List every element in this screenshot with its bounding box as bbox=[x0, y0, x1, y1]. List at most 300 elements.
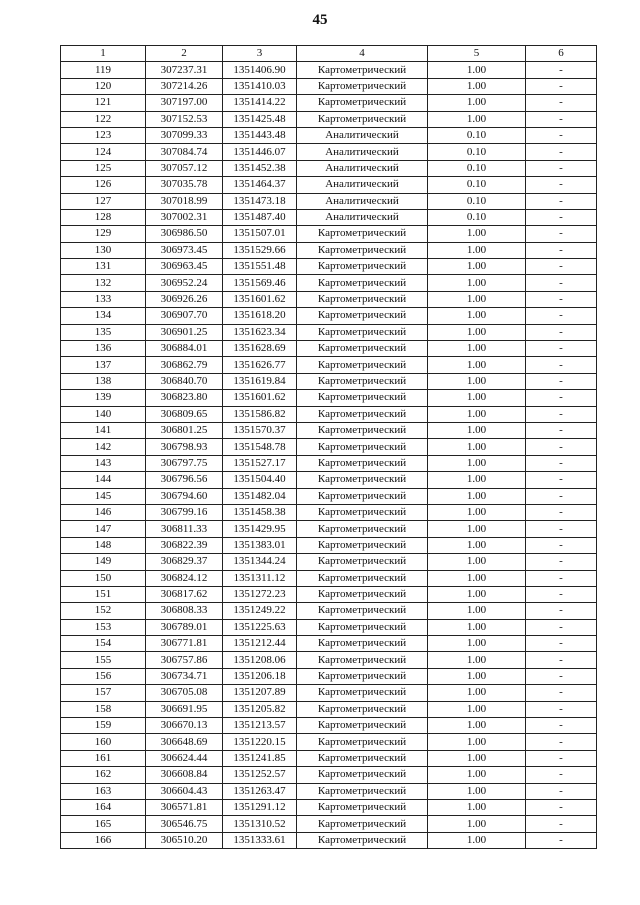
x-coordinate-cell: 307018.99 bbox=[146, 193, 223, 209]
point-number-cell: 132 bbox=[61, 275, 146, 291]
point-number-cell: 133 bbox=[61, 291, 146, 307]
accuracy-cell: 1.00 bbox=[428, 586, 526, 602]
point-number-cell: 142 bbox=[61, 439, 146, 455]
y-coordinate-cell: 1351473.18 bbox=[223, 193, 297, 209]
note-cell: - bbox=[526, 701, 597, 717]
method-cell: Аналитический bbox=[297, 177, 428, 193]
note-cell: - bbox=[526, 111, 597, 127]
method-cell: Картометрический bbox=[297, 816, 428, 832]
table-row bbox=[61, 177, 597, 193]
note-cell: - bbox=[526, 537, 597, 553]
note-cell: - bbox=[526, 767, 597, 783]
table-row bbox=[61, 570, 597, 586]
table-row bbox=[61, 144, 597, 160]
method-cell: Картометрический bbox=[297, 636, 428, 652]
method-cell: Картометрический bbox=[297, 619, 428, 635]
method-cell: Картометрический bbox=[297, 504, 428, 520]
accuracy-cell: 1.00 bbox=[428, 799, 526, 815]
point-number-cell: 148 bbox=[61, 537, 146, 553]
accuracy-cell: 1.00 bbox=[428, 767, 526, 783]
accuracy-cell: 1.00 bbox=[428, 341, 526, 357]
x-coordinate-cell: 306907.70 bbox=[146, 308, 223, 324]
method-cell: Картометрический bbox=[297, 701, 428, 717]
note-cell: - bbox=[526, 783, 597, 799]
method-cell: Картометрический bbox=[297, 718, 428, 734]
table-row bbox=[61, 62, 597, 78]
accuracy-cell: 1.00 bbox=[428, 308, 526, 324]
method-cell: Картометрический bbox=[297, 62, 428, 78]
accuracy-cell: 1.00 bbox=[428, 455, 526, 471]
x-coordinate-cell: 307237.31 bbox=[146, 62, 223, 78]
accuracy-cell: 1.00 bbox=[428, 488, 526, 504]
method-cell: Картометрический bbox=[297, 111, 428, 127]
method-cell: Картометрический bbox=[297, 488, 428, 504]
table-row bbox=[61, 308, 597, 324]
x-coordinate-cell: 306604.43 bbox=[146, 783, 223, 799]
note-cell: - bbox=[526, 832, 597, 848]
table-row bbox=[61, 472, 597, 488]
accuracy-cell: 1.00 bbox=[428, 62, 526, 78]
accuracy-cell: 1.00 bbox=[428, 422, 526, 438]
y-coordinate-cell: 1351529.66 bbox=[223, 242, 297, 258]
point-number-cell: 126 bbox=[61, 177, 146, 193]
x-coordinate-cell: 306624.44 bbox=[146, 750, 223, 766]
note-cell: - bbox=[526, 324, 597, 340]
note-cell: - bbox=[526, 341, 597, 357]
table-row bbox=[61, 816, 597, 832]
table-row bbox=[61, 111, 597, 127]
point-number-cell: 136 bbox=[61, 341, 146, 357]
method-cell: Картометрический bbox=[297, 750, 428, 766]
point-number-cell: 121 bbox=[61, 95, 146, 111]
y-coordinate-cell: 1351569.46 bbox=[223, 275, 297, 291]
table-row bbox=[61, 324, 597, 340]
point-number-cell: 127 bbox=[61, 193, 146, 209]
column-header: 1 bbox=[61, 46, 146, 62]
note-cell: - bbox=[526, 816, 597, 832]
y-coordinate-cell: 1351205.82 bbox=[223, 701, 297, 717]
method-cell: Картометрический bbox=[297, 422, 428, 438]
table-row bbox=[61, 636, 597, 652]
method-cell: Аналитический bbox=[297, 144, 428, 160]
x-coordinate-cell: 306734.71 bbox=[146, 668, 223, 684]
y-coordinate-cell: 1351252.57 bbox=[223, 767, 297, 783]
y-coordinate-cell: 1351601.62 bbox=[223, 291, 297, 307]
y-coordinate-cell: 1351220.15 bbox=[223, 734, 297, 750]
y-coordinate-cell: 1351291.12 bbox=[223, 799, 297, 815]
method-cell: Аналитический bbox=[297, 160, 428, 176]
accuracy-cell: 1.00 bbox=[428, 521, 526, 537]
point-number-cell: 149 bbox=[61, 554, 146, 570]
method-cell: Картометрический bbox=[297, 324, 428, 340]
y-coordinate-cell: 1351507.01 bbox=[223, 226, 297, 242]
note-cell: - bbox=[526, 750, 597, 766]
accuracy-cell: 1.00 bbox=[428, 619, 526, 635]
note-cell: - bbox=[526, 668, 597, 684]
note-cell: - bbox=[526, 193, 597, 209]
table-row bbox=[61, 357, 597, 373]
point-number-cell: 140 bbox=[61, 406, 146, 422]
method-cell: Картометрический bbox=[297, 570, 428, 586]
note-cell: - bbox=[526, 177, 597, 193]
method-cell: Картометрический bbox=[297, 390, 428, 406]
accuracy-cell: 1.00 bbox=[428, 259, 526, 275]
note-cell: - bbox=[526, 144, 597, 160]
method-cell: Картометрический bbox=[297, 291, 428, 307]
method-cell: Картометрический bbox=[297, 668, 428, 684]
point-number-cell: 145 bbox=[61, 488, 146, 504]
table-row bbox=[61, 701, 597, 717]
x-coordinate-cell: 307002.31 bbox=[146, 209, 223, 225]
accuracy-cell: 1.00 bbox=[428, 406, 526, 422]
accuracy-cell: 1.00 bbox=[428, 537, 526, 553]
accuracy-cell: 1.00 bbox=[428, 275, 526, 291]
table-row bbox=[61, 226, 597, 242]
note-cell: - bbox=[526, 718, 597, 734]
table-row bbox=[61, 718, 597, 734]
y-coordinate-cell: 1351241.85 bbox=[223, 750, 297, 766]
point-number-cell: 144 bbox=[61, 472, 146, 488]
method-cell: Картометрический bbox=[297, 783, 428, 799]
y-coordinate-cell: 1351464.37 bbox=[223, 177, 297, 193]
x-coordinate-cell: 306823.80 bbox=[146, 390, 223, 406]
table-row bbox=[61, 209, 597, 225]
column-header: 3 bbox=[223, 46, 297, 62]
note-cell: - bbox=[526, 357, 597, 373]
accuracy-cell: 1.00 bbox=[428, 668, 526, 684]
table-row bbox=[61, 767, 597, 783]
x-coordinate-cell: 306571.81 bbox=[146, 799, 223, 815]
note-cell: - bbox=[526, 554, 597, 570]
table-row bbox=[61, 783, 597, 799]
table-row bbox=[61, 341, 597, 357]
accuracy-cell: 1.00 bbox=[428, 357, 526, 373]
x-coordinate-cell: 307057.12 bbox=[146, 160, 223, 176]
method-cell: Картометрический bbox=[297, 521, 428, 537]
x-coordinate-cell: 306884.01 bbox=[146, 341, 223, 357]
x-coordinate-cell: 306809.65 bbox=[146, 406, 223, 422]
x-coordinate-cell: 306986.50 bbox=[146, 226, 223, 242]
method-cell: Картометрический bbox=[297, 373, 428, 389]
method-cell: Картометрический bbox=[297, 832, 428, 848]
accuracy-cell: 1.00 bbox=[428, 570, 526, 586]
y-coordinate-cell: 1351570.37 bbox=[223, 422, 297, 438]
x-coordinate-cell: 306691.95 bbox=[146, 701, 223, 717]
table-row bbox=[61, 406, 597, 422]
method-cell: Картометрический bbox=[297, 603, 428, 619]
note-cell: - bbox=[526, 504, 597, 520]
y-coordinate-cell: 1351452.38 bbox=[223, 160, 297, 176]
table-row bbox=[61, 455, 597, 471]
x-coordinate-cell: 306862.79 bbox=[146, 357, 223, 373]
point-number-cell: 138 bbox=[61, 373, 146, 389]
method-cell: Картометрический bbox=[297, 537, 428, 553]
point-number-cell: 125 bbox=[61, 160, 146, 176]
table-row bbox=[61, 160, 597, 176]
x-coordinate-cell: 306510.20 bbox=[146, 832, 223, 848]
accuracy-cell: 1.00 bbox=[428, 734, 526, 750]
note-cell: - bbox=[526, 275, 597, 291]
point-number-cell: 156 bbox=[61, 668, 146, 684]
accuracy-cell: 1.00 bbox=[428, 78, 526, 94]
y-coordinate-cell: 1351626.77 bbox=[223, 357, 297, 373]
table-row bbox=[61, 259, 597, 275]
table-row bbox=[61, 586, 597, 602]
table-row bbox=[61, 521, 597, 537]
method-cell: Картометрический bbox=[297, 799, 428, 815]
point-number-cell: 143 bbox=[61, 455, 146, 471]
table-row bbox=[61, 668, 597, 684]
note-cell: - bbox=[526, 373, 597, 389]
point-number-cell: 159 bbox=[61, 718, 146, 734]
accuracy-cell: 1.00 bbox=[428, 226, 526, 242]
y-coordinate-cell: 1351551.48 bbox=[223, 259, 297, 275]
table-row bbox=[61, 750, 597, 766]
y-coordinate-cell: 1351406.90 bbox=[223, 62, 297, 78]
method-cell: Картометрический bbox=[297, 685, 428, 701]
table-row bbox=[61, 390, 597, 406]
method-cell: Аналитический bbox=[297, 193, 428, 209]
accuracy-cell: 1.00 bbox=[428, 111, 526, 127]
note-cell: - bbox=[526, 62, 597, 78]
y-coordinate-cell: 1351429.95 bbox=[223, 521, 297, 537]
table-header-row bbox=[61, 46, 597, 62]
y-coordinate-cell: 1351482.04 bbox=[223, 488, 297, 504]
table-row bbox=[61, 603, 597, 619]
accuracy-cell: 1.00 bbox=[428, 718, 526, 734]
method-cell: Картометрический bbox=[297, 586, 428, 602]
y-coordinate-cell: 1351207.89 bbox=[223, 685, 297, 701]
coordinates-table bbox=[60, 45, 597, 849]
y-coordinate-cell: 1351225.63 bbox=[223, 619, 297, 635]
point-number-cell: 123 bbox=[61, 127, 146, 143]
point-number-cell: 158 bbox=[61, 701, 146, 717]
accuracy-cell: 1.00 bbox=[428, 242, 526, 258]
note-cell: - bbox=[526, 226, 597, 242]
y-coordinate-cell: 1351414.22 bbox=[223, 95, 297, 111]
accuracy-cell: 1.00 bbox=[428, 373, 526, 389]
y-coordinate-cell: 1351425.48 bbox=[223, 111, 297, 127]
point-number-cell: 151 bbox=[61, 586, 146, 602]
point-number-cell: 164 bbox=[61, 799, 146, 815]
x-coordinate-cell: 306829.37 bbox=[146, 554, 223, 570]
point-number-cell: 163 bbox=[61, 783, 146, 799]
accuracy-cell: 0.10 bbox=[428, 177, 526, 193]
note-cell: - bbox=[526, 603, 597, 619]
y-coordinate-cell: 1351311.12 bbox=[223, 570, 297, 586]
note-cell: - bbox=[526, 619, 597, 635]
x-coordinate-cell: 306952.24 bbox=[146, 275, 223, 291]
y-coordinate-cell: 1351208.06 bbox=[223, 652, 297, 668]
point-number-cell: 137 bbox=[61, 357, 146, 373]
note-cell: - bbox=[526, 799, 597, 815]
table-row bbox=[61, 652, 597, 668]
column-header: 6 bbox=[526, 46, 597, 62]
table-row bbox=[61, 78, 597, 94]
table-row bbox=[61, 799, 597, 815]
x-coordinate-cell: 306705.08 bbox=[146, 685, 223, 701]
table-row bbox=[61, 95, 597, 111]
x-coordinate-cell: 306670.13 bbox=[146, 718, 223, 734]
method-cell: Аналитический bbox=[297, 127, 428, 143]
note-cell: - bbox=[526, 209, 597, 225]
point-number-cell: 157 bbox=[61, 685, 146, 701]
y-coordinate-cell: 1351628.69 bbox=[223, 341, 297, 357]
accuracy-cell: 1.00 bbox=[428, 750, 526, 766]
method-cell: Картометрический bbox=[297, 78, 428, 94]
accuracy-cell: 1.00 bbox=[428, 832, 526, 848]
accuracy-cell: 1.00 bbox=[428, 603, 526, 619]
table-row bbox=[61, 832, 597, 848]
point-number-cell: 146 bbox=[61, 504, 146, 520]
note-cell: - bbox=[526, 472, 597, 488]
x-coordinate-cell: 306799.16 bbox=[146, 504, 223, 520]
x-coordinate-cell: 306796.56 bbox=[146, 472, 223, 488]
x-coordinate-cell: 306824.12 bbox=[146, 570, 223, 586]
note-cell: - bbox=[526, 488, 597, 504]
x-coordinate-cell: 306822.39 bbox=[146, 537, 223, 553]
x-coordinate-cell: 307084.74 bbox=[146, 144, 223, 160]
x-coordinate-cell: 306808.33 bbox=[146, 603, 223, 619]
accuracy-cell: 1.00 bbox=[428, 816, 526, 832]
note-cell: - bbox=[526, 390, 597, 406]
method-cell: Картометрический bbox=[297, 226, 428, 242]
note-cell: - bbox=[526, 259, 597, 275]
x-coordinate-cell: 306817.62 bbox=[146, 586, 223, 602]
method-cell: Картометрический bbox=[297, 259, 428, 275]
note-cell: - bbox=[526, 242, 597, 258]
table-row bbox=[61, 554, 597, 570]
note-cell: - bbox=[526, 685, 597, 701]
point-number-cell: 165 bbox=[61, 816, 146, 832]
y-coordinate-cell: 1351623.34 bbox=[223, 324, 297, 340]
point-number-cell: 128 bbox=[61, 209, 146, 225]
y-coordinate-cell: 1351213.57 bbox=[223, 718, 297, 734]
table-row bbox=[61, 422, 597, 438]
point-number-cell: 153 bbox=[61, 619, 146, 635]
y-coordinate-cell: 1351618.20 bbox=[223, 308, 297, 324]
note-cell: - bbox=[526, 636, 597, 652]
y-coordinate-cell: 1351344.24 bbox=[223, 554, 297, 570]
accuracy-cell: 1.00 bbox=[428, 472, 526, 488]
accuracy-cell: 0.10 bbox=[428, 127, 526, 143]
x-coordinate-cell: 306546.75 bbox=[146, 816, 223, 832]
table-row bbox=[61, 291, 597, 307]
method-cell: Картометрический bbox=[297, 554, 428, 570]
method-cell: Картометрический bbox=[297, 275, 428, 291]
note-cell: - bbox=[526, 455, 597, 471]
point-number-cell: 161 bbox=[61, 750, 146, 766]
y-coordinate-cell: 1351410.03 bbox=[223, 78, 297, 94]
note-cell: - bbox=[526, 422, 597, 438]
accuracy-cell: 1.00 bbox=[428, 636, 526, 652]
x-coordinate-cell: 306840.70 bbox=[146, 373, 223, 389]
accuracy-cell: 1.00 bbox=[428, 439, 526, 455]
note-cell: - bbox=[526, 160, 597, 176]
method-cell: Картометрический bbox=[297, 652, 428, 668]
point-number-cell: 154 bbox=[61, 636, 146, 652]
point-number-cell: 119 bbox=[61, 62, 146, 78]
accuracy-cell: 1.00 bbox=[428, 652, 526, 668]
accuracy-cell: 1.00 bbox=[428, 685, 526, 701]
accuracy-cell: 1.00 bbox=[428, 504, 526, 520]
method-cell: Картометрический bbox=[297, 341, 428, 357]
table-row bbox=[61, 275, 597, 291]
point-number-cell: 152 bbox=[61, 603, 146, 619]
y-coordinate-cell: 1351504.40 bbox=[223, 472, 297, 488]
y-coordinate-cell: 1351383.01 bbox=[223, 537, 297, 553]
x-coordinate-cell: 307197.00 bbox=[146, 95, 223, 111]
table-row bbox=[61, 193, 597, 209]
x-coordinate-cell: 306801.25 bbox=[146, 422, 223, 438]
y-coordinate-cell: 1351443.48 bbox=[223, 127, 297, 143]
note-cell: - bbox=[526, 521, 597, 537]
y-coordinate-cell: 1351272.23 bbox=[223, 586, 297, 602]
y-coordinate-cell: 1351310.52 bbox=[223, 816, 297, 832]
table-row bbox=[61, 242, 597, 258]
x-coordinate-cell: 306973.45 bbox=[146, 242, 223, 258]
method-cell: Картометрический bbox=[297, 242, 428, 258]
point-number-cell: 150 bbox=[61, 570, 146, 586]
note-cell: - bbox=[526, 734, 597, 750]
point-number-cell: 130 bbox=[61, 242, 146, 258]
point-number-cell: 124 bbox=[61, 144, 146, 160]
accuracy-cell: 0.10 bbox=[428, 209, 526, 225]
x-coordinate-cell: 306811.33 bbox=[146, 521, 223, 537]
x-coordinate-cell: 307099.33 bbox=[146, 127, 223, 143]
y-coordinate-cell: 1351333.61 bbox=[223, 832, 297, 848]
x-coordinate-cell: 306901.25 bbox=[146, 324, 223, 340]
y-coordinate-cell: 1351212.44 bbox=[223, 636, 297, 652]
method-cell: Аналитический bbox=[297, 209, 428, 225]
x-coordinate-cell: 307214.26 bbox=[146, 78, 223, 94]
column-header: 4 bbox=[297, 46, 428, 62]
method-cell: Картометрический bbox=[297, 308, 428, 324]
point-number-cell: 139 bbox=[61, 390, 146, 406]
method-cell: Картометрический bbox=[297, 95, 428, 111]
table-row bbox=[61, 537, 597, 553]
x-coordinate-cell: 306608.84 bbox=[146, 767, 223, 783]
accuracy-cell: 1.00 bbox=[428, 783, 526, 799]
note-cell: - bbox=[526, 127, 597, 143]
y-coordinate-cell: 1351487.40 bbox=[223, 209, 297, 225]
method-cell: Картометрический bbox=[297, 734, 428, 750]
method-cell: Картометрический bbox=[297, 767, 428, 783]
table-row bbox=[61, 373, 597, 389]
y-coordinate-cell: 1351527.17 bbox=[223, 455, 297, 471]
x-coordinate-cell: 307035.78 bbox=[146, 177, 223, 193]
point-number-cell: 162 bbox=[61, 767, 146, 783]
point-number-cell: 122 bbox=[61, 111, 146, 127]
accuracy-cell: 0.10 bbox=[428, 160, 526, 176]
y-coordinate-cell: 1351263.47 bbox=[223, 783, 297, 799]
page-number: 45 bbox=[312, 12, 328, 28]
table-row bbox=[61, 127, 597, 143]
method-cell: Картометрический bbox=[297, 406, 428, 422]
x-coordinate-cell: 306757.86 bbox=[146, 652, 223, 668]
point-number-cell: 141 bbox=[61, 422, 146, 438]
y-coordinate-cell: 1351206.18 bbox=[223, 668, 297, 684]
accuracy-cell: 1.00 bbox=[428, 324, 526, 340]
y-coordinate-cell: 1351586.82 bbox=[223, 406, 297, 422]
point-number-cell: 120 bbox=[61, 78, 146, 94]
note-cell: - bbox=[526, 308, 597, 324]
x-coordinate-cell: 306926.26 bbox=[146, 291, 223, 307]
y-coordinate-cell: 1351619.84 bbox=[223, 373, 297, 389]
y-coordinate-cell: 1351601.62 bbox=[223, 390, 297, 406]
table-body bbox=[61, 62, 597, 849]
x-coordinate-cell: 306794.60 bbox=[146, 488, 223, 504]
